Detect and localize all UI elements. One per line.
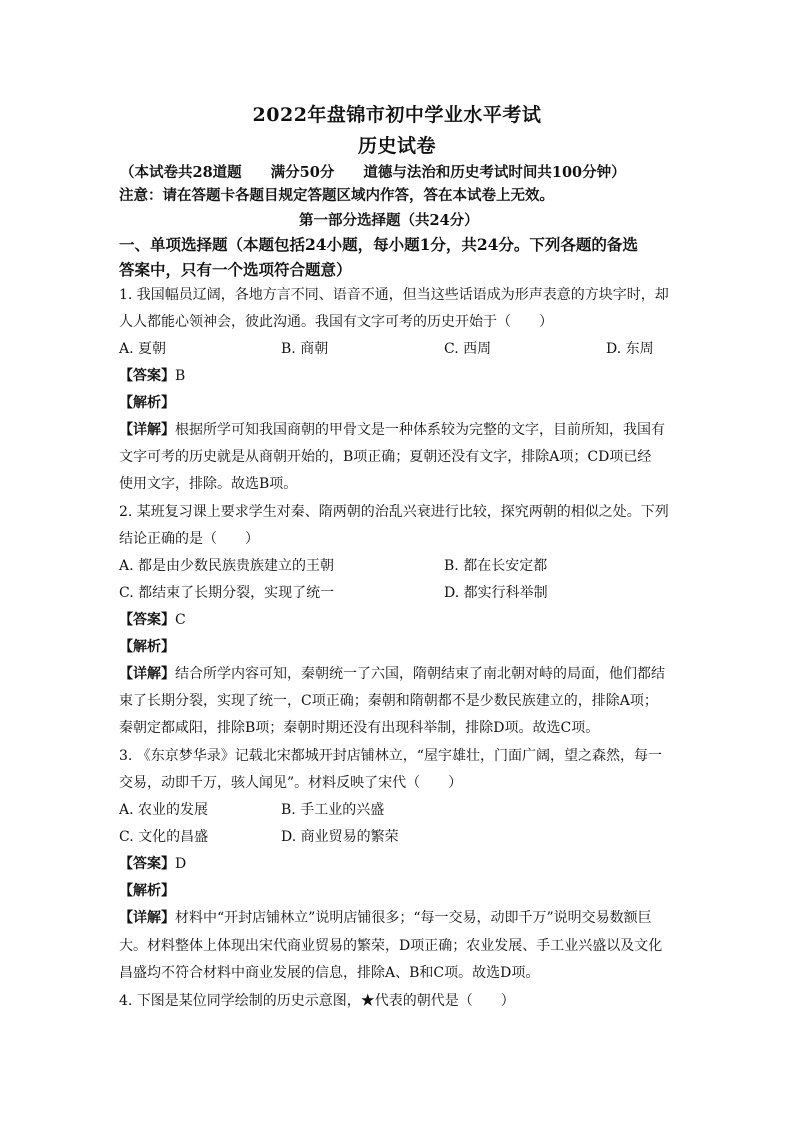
answer-label: 【答案】 [119,368,175,384]
q1-detail-text1: 根据所学可知我国商朝的甲骨文是一种体系较为完整的文字，目前所知，我国有 [175,422,665,438]
exam-meta: （本试卷共28道题 满分50分 道德与法治和历史考试时间共100分钟） [120,164,626,181]
answer-label: 【答案】 [119,856,175,872]
q4-stem-line1: 4. 下图是某位同学绘制的历史示意图，★代表的朝代是（ ） [119,993,515,1009]
detail-label: 【详解】 [119,422,175,438]
q3-option-c: C. 文化的昌盛 [119,829,209,845]
q2-detail-line1 [119,665,665,683]
part-heading: 第一部分选择题（共24分） [299,212,479,229]
q1-stem-line2: 人人都能心领神会，彼此沟通。我国有文字可考的历史开始于（ ） [119,314,553,330]
q2-detail-line2: 束了长期分裂，实现了统一，C项正确；秦朝和隋朝都不是少数民族建立的，排除A项； [119,693,658,709]
q1-analysis-label: 【解析】 [119,395,175,411]
q2-option-a: A. 都是由少数民族贵族建立的王朝 [119,558,335,574]
q3-option-a: A. 农业的发展 [119,802,209,818]
q1-option-a: A. 夏朝 [119,341,167,357]
detail-label: 【详解】 [119,910,175,926]
detail-label: 【详解】 [119,666,175,682]
q1-option-d: D. 东周 [606,341,654,357]
q2-detail-text1: 结合所学内容可知，秦朝统一了六国，隋朝结束了南北朝对峙的局面，他们都结 [175,666,665,682]
answer-label: 【答案】 [119,612,175,628]
q2-answer [119,611,186,629]
exam-notice: 注意：请在答题卡各题目规定答题区域内作答，答在本试卷上无效。 [119,187,554,204]
q1-answer-value: B [175,368,186,384]
q3-option-d: D. 商业贸易的繁荣 [281,829,399,845]
q1-answer [119,367,185,385]
q1-detail-line2: 文字可考的历史就是从商朝开始的，B项正确；夏朝还没有文字，排除A项；CD项已经 [119,449,652,465]
q2-detail-line3: 秦朝定都咸阳，排除B项；秦朝时期还没有出现科举制，排除D项。故选C项。 [119,720,600,736]
q3-stem-line2: 交易，动即千万，骇人闻见”。材料反映了宋代（ ） [119,775,463,791]
q3-stem-line1: 3. 《东京梦华录》记载北宋都城开封店铺林立，“屋宇雄壮，门面广阔，望之森然，每一 [119,748,662,764]
q1-option-b: B. 商朝 [281,341,329,357]
q2-option-b: B. 都在长安定都 [444,558,548,574]
q3-detail-line1 [119,909,652,927]
q2-stem-line1: 2. 某班复习课上要求学生对秦、隋两朝的治乱兴衰进行比较，探究两朝的相似之处。下列 [119,504,669,520]
q1-stem-line1: 1. 我国幅员辽阔，各地方言不同、语音不通，但当这些话语成为形声表意的方块字时，却 [119,287,669,303]
q3-detail-line3: 昌盛均不符合材料中商业发展的信息，排除A、B和C项。故选D项。 [119,965,540,981]
q2-option-d: D. 都实行科举制 [444,585,548,601]
q3-detail-line2: 大。材料整体上体现出宋代商业贸易的繁荣，D项正确；农业发展、手工业兴盛以及文化 [119,938,663,954]
q3-analysis-label: 【解析】 [119,883,175,899]
q3-option-b: B. 手工业的兴盛 [281,802,385,818]
q3-answer [119,855,186,873]
q1-detail-line3: 使用文字，排除。故选B项。 [119,476,298,492]
q1-detail-line1 [119,421,665,439]
q2-option-c: C. 都结束了长期分裂，实现了统一 [119,585,335,601]
q3-detail-text1: 材料中“开封店铺林立”说明店铺很多；“每一交易，动即千万”说明交易数额巨 [175,910,652,926]
q3-answer-value: D [175,856,187,872]
q1-option-c: C. 西周 [444,341,492,357]
exam-title: 2022年盘锦市初中学业水平考试 [252,104,542,126]
section-heading-line2: 答案中，只有一个选项符合题意） [119,260,352,279]
q2-answer-value: C [175,612,186,628]
exam-subject: 历史试卷 [357,135,436,157]
q2-analysis-label: 【解析】 [119,639,175,655]
section-heading-line1: 一、单项选择题（本题包括24小题，每小题1分，共24分。下列各题的备选 [119,235,638,254]
q2-stem-line2: 结论正确的是（ ） [119,531,259,547]
